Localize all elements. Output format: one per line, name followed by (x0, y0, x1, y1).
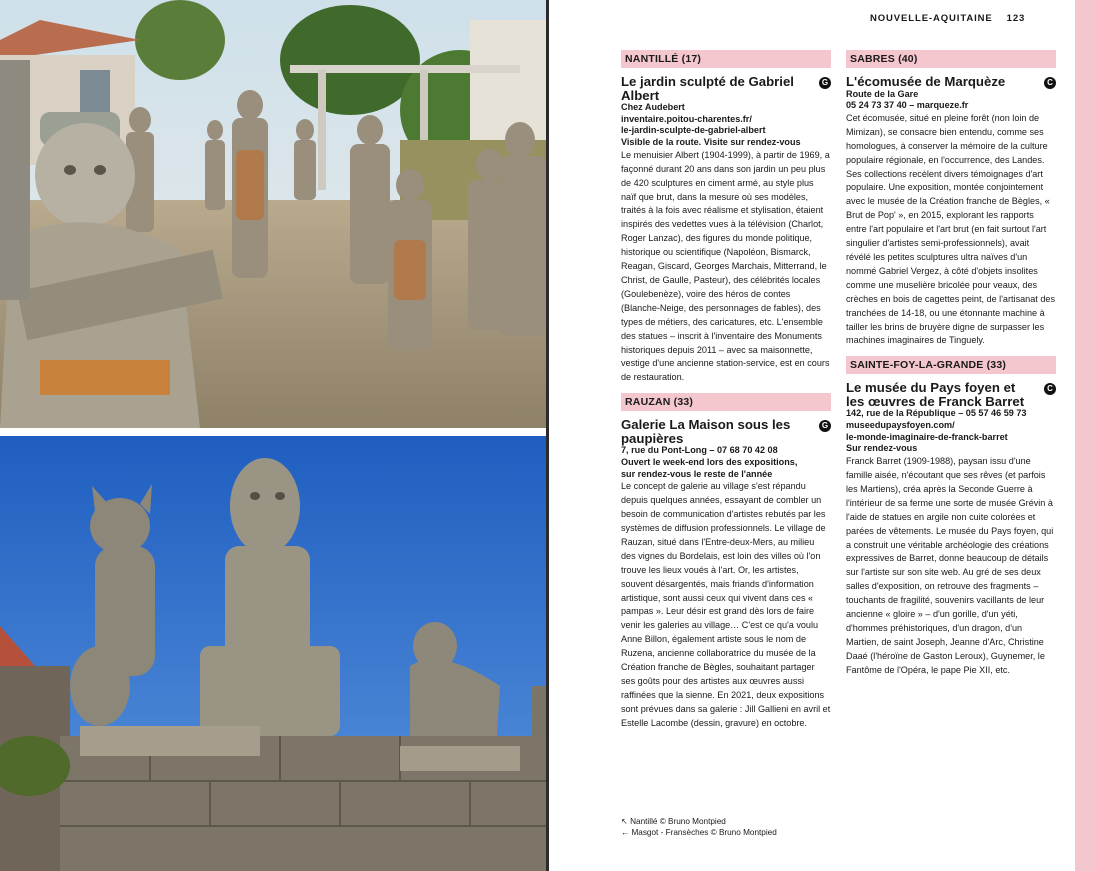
entry-body-text: Le concept de galerie au village s'est répandu depuis quelques années, essayant de combler un besoin de communication d'artistes rebutés par les systèmes de diffusion professionnels. Le village de Rauzan, situé dans l'Entre-deux-Mers, au milieu des vignes du Bordelais, est loin des villes où l'on trouve les lieux voués à l'art. Or, les artistes, souvent désargentés, mais friands d'information artistique, sont aussi ceux qui vivent dans ces « pampas ». Leur désir est grand dès lors de faire venir les galeries au village… C'est ce qu'a voulu Anne Billon, également artiste sous le nom de Ruzena, ancienne collaboratrice du musée de la Création franche de Bègles, souhaitant partager ses goûts pour des artistes aux œuvres aussi raffinées que la sienne. En 2021, deux expositions sont prévues dans sa galerie : Jill Gallieni en avril et Estelle Lacombe (dessin, gravure) en octobre. (621, 481, 831, 728)
photo-garden-statues (0, 0, 546, 428)
entry-title-row (621, 75, 831, 102)
photo-captions (621, 817, 777, 838)
entry-visit-info: Visible de la route. Visite sur rendez-vous (621, 137, 801, 148)
page-number: 123 (1006, 13, 1026, 24)
page-gutter (546, 0, 549, 871)
entry-url-line-2[interactable]: le-jardin-sculpte-de-gabriel-albert (621, 125, 766, 136)
text-column-right (846, 50, 1056, 686)
entry-galerie-la-maison (621, 418, 831, 730)
entry-title-row (846, 381, 1056, 408)
entry-jardin-sculpte (621, 75, 831, 385)
region-heading-sabres: SABRES (40) (846, 50, 1056, 68)
photo-stone-statues (0, 436, 546, 871)
entry-address: Chez Audebert (621, 102, 685, 112)
entry-phone-website[interactable]: 05 24 73 37 40 – marqueze.fr (846, 100, 969, 111)
caption-top-photo: ↖ Nantillé © Bruno Montpied (621, 817, 726, 826)
caption-bottom-photo: ← Masgot - Fransèches © Bruno Montpied (621, 827, 777, 837)
entry-title: L'écomusée de Marquèze (846, 74, 1006, 89)
entry-body-text: Le menuisier Albert (1904-1999), à partir de 1969, a façonné durant 20 ans dans son jardin un peu plus de 420 sculptures en ciment armé, au style plus naïf que brut, dans la mesure où ses modèles, traités à la fois avec réalisme et stylisation, étaient inspirés des vedettes vues à la télévision (Charlot, Roger Lanzac), des figures du monde politique, historique ou scientifique (Napoléon, Bismarck, Reagan, Giscard, Georges Marchais, Mitterrand, le Christ, de Gaulle, Pasteur), des célébrités locales (Goulebenèze), voire des héros de contes (Blanche-Neige, des personnages de fables), des types de métiers, des caricatures, etc. L'ensemble des statues – inscrit à l'inventaire des Monuments historiques depuis 2011 – avec sa maisonnette, vestige d'une ancienne station-service, est en cours de restauration. (621, 149, 830, 383)
entry-ecomusee-marqueze (846, 75, 1056, 348)
pink-page-edge (1075, 0, 1096, 871)
entry-title: Galerie La Maison sous les paupières (621, 417, 791, 446)
entry-address-phone: 7, rue du Pont-Long – 07 68 70 42 08 (621, 445, 778, 456)
entry-musee-pays-foyen (846, 381, 1056, 677)
entry-url-line-2[interactable]: le-monde-imaginaire-de-franck-barret (846, 431, 1008, 442)
category-badge-icon: C (1044, 77, 1056, 89)
text-column-left (621, 50, 831, 739)
entry-body-text: Franck Barret (1909-1988), paysan issu d'une famille aisée, n'écoutant que ses rêves (et parfois les Martiens), créa après la Seconde Guerre à l'intérieur de sa ferme une sorte de musée Grévin à l'aide de statues en argile non cuite colorées et parées de vêtements. Le musée du Pays foyen, qui a construit une véritable archéologie des créations expressives de Barret, donne beaucoup de détails sur l'artiste sur son site web. Au gré de ses deux salles d'exposition, on retrouve des fragments – touchants de fragilité, souvenirs vacillants de leur ancienne « gloire » – d'un gorille, d'un yéti, d'hommes préhistoriques, d'un dragon, d'un Martien, de saint Joseph, Jeanne d'Arc, Christine Daaé (l'héroïne de Gaston Leroux), Guynemer, le Fantôme de l'Opéra, le pape Pie XII, etc. (846, 456, 1054, 675)
header-region: NOUVELLE-AQUITAINE (870, 13, 993, 24)
entry-body-text: Cet écomusée, situé en pleine forêt (non loin de Mimizan), se consacre bien entendu, comme ses homologues, à conserver la mémoire de la culture populaire régionale, en l'occurrence, des Landes. Ses collections recèlent divers témoignages d'art populaire. Une exposition, montée conjointement avec le musée de la Création franche de Bègles, « Brut de Pop' », en 2015, explorant les rapports entre l'art populaire et l'art brut (en fait surtout l'art singulier d'artistes semi-professionnels), avait révélé les petites sculptures ultra naïves d'un nommé Gabriel Vergez, à côté d'objets insolites comme une muselière bricolée pour veaux, des crèches en bois de cagettes peint, de l'artisanat des tranchées de 14-18, ou une étonnante machine à tailler les brins de bruyère digne de surpasser les machines imaginaires de Tinguely. (846, 112, 1056, 346)
region-heading-sainte-foy: SAINTE-FOY-LA-GRANDE (33) (846, 356, 1056, 374)
region-heading-rauzan: RAUZAN (33) (621, 393, 831, 411)
entry-title-row (846, 75, 1056, 89)
entry-visit-info: Sur rendez-vous (846, 443, 918, 454)
running-header (870, 13, 1070, 24)
entry-title: Le jardin sculpté de Gabriel Albert (621, 74, 794, 103)
entry-url-line-1[interactable]: inventaire.poitou-charentes.fr/ (621, 113, 752, 124)
entry-title: Le musée du Pays foyen et les œuvres de Franck Barret (846, 380, 1025, 409)
region-heading-nantille: NANTILLÉ (17) (621, 50, 831, 68)
entry-opening-line-1: Ouvert le week-end lors des expositions, (621, 456, 798, 467)
category-badge-icon: C (1044, 383, 1056, 395)
category-badge-icon: G (819, 77, 831, 89)
category-badge-icon: G (819, 420, 831, 432)
entry-url-line-1[interactable]: museedupaysfoyen.com/ (846, 420, 955, 431)
entry-address-phone: 142, rue de la République – 05 57 46 59 73 (846, 408, 1027, 419)
entry-address: Route de la Gare (846, 88, 919, 99)
entry-title-row (621, 418, 831, 445)
entry-opening-line-2: sur rendez-vous le reste de l'année (621, 468, 773, 479)
